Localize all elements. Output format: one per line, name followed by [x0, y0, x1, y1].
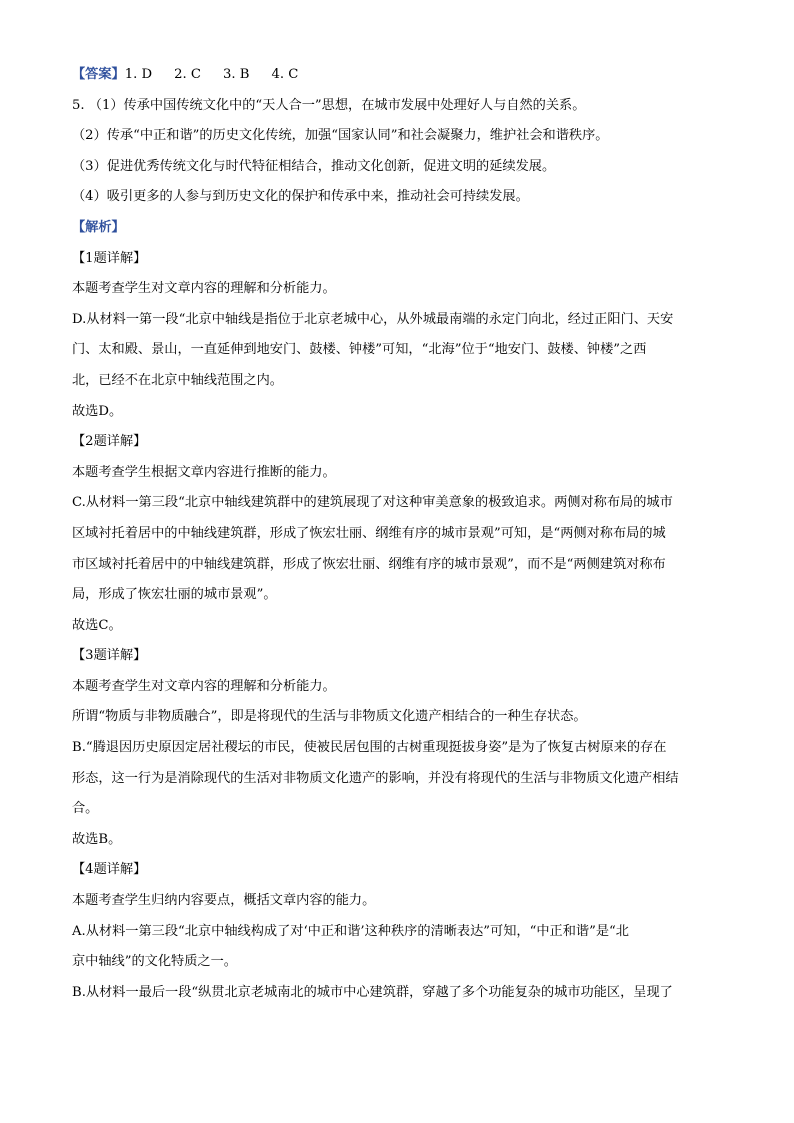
section-2-line: C.从材料一第三段“北京中轴线建筑群中的建筑展现了对这种审美意象的极致追求。两侧对称布局的城市: [72, 495, 673, 511]
q5-point-4: （4）吸引更多的人参与到历史文化的保护和传承中来，推动社会可持续发展。: [72, 189, 529, 205]
section-3-line: 所谓“物质与非物质融合”，即是将现代的生活与非物质文化遗产相结合的一种生存状态。: [72, 709, 587, 725]
section-1-line: 本题考查学生对文章内容的理解和分析能力。: [72, 281, 336, 297]
section-1-choice: 故选D。: [72, 403, 123, 419]
section-2-title: 【2题详解】: [72, 434, 147, 450]
section-3-title: 【3题详解】: [72, 648, 147, 664]
section-3-line: 本题考查学生对文章内容的理解和分析能力。: [72, 678, 336, 694]
section-4-line: 本题考查学生归纳内容要点，概括文章内容的能力。: [72, 893, 376, 909]
q5-point-1: 5. （1）传承中国传统文化中的“天人合一”思想，在城市发展中处理好人与自然的关系。: [72, 97, 586, 113]
document-page: [72, 60, 722, 1008]
section-4-line: 京中轴线”的文化特质之一。: [72, 954, 237, 970]
section-2-line: 局，形成了恢宏壮丽的城市景观”。: [72, 587, 277, 603]
answer-item-4: 4. C: [271, 67, 299, 82]
section-2-choice: 故选C。: [72, 617, 122, 633]
section-2-line: 市区域衬托着居中的中轴线建筑群，形成了恢宏壮丽、纲维有序的城市景观”，而不是“两侧建筑对称布: [72, 556, 666, 572]
section-4-line: B.从材料一最后一段“纵贯北京老城南北的城市中心建筑群，穿越了多个功能复杂的城市功能区，呈现了: [72, 984, 673, 1000]
answer-label: 【答案】: [72, 67, 125, 82]
answer-item-1: 1. D: [124, 67, 153, 82]
section-1-title: 【1题详解】: [72, 250, 147, 266]
section-4-title: 【4题详解】: [72, 862, 147, 878]
section-3-choice: 故选B。: [72, 831, 122, 847]
analysis-label: 【解析】: [72, 219, 125, 235]
section-1-line: D.从材料一第一段“北京中轴线是指位于北京老城中心，从外城最南端的永定门向北，经过正阳门、天安: [72, 311, 674, 327]
section-2-line: 区域衬托着居中的中轴线建筑群，形成了恢宏壮丽、纲维有序的城市景观”可知，是“两侧对称布局的城: [72, 525, 666, 541]
section-4-line: A.从材料一第三段“北京中轴线构成了对‘中正和谐’这种秩序的清晰表达”可知，“中正和谐”是“北: [72, 923, 629, 939]
answer-item-2: 2. C: [174, 67, 201, 82]
answer-line: [72, 60, 722, 91]
section-2-line: 本题考查学生根据文章内容进行推断的能力。: [72, 464, 336, 480]
answer-item-3: 3. B: [222, 67, 250, 82]
section-1-line: 门、太和殿、景山，一直延伸到地安门、鼓楼、钟楼”可知，“北海”位于“地安门、鼓楼、钟楼”之西: [72, 342, 647, 358]
section-3-line: B.“腾退因历史原因定居社稷坛的市民，使被民居包围的古树重现挺拔身姿”是为了恢复古树原来的存在: [72, 740, 667, 756]
section-3-line: 形态，这一行为是消除现代的生活对非物质文化遗产的影响，并没有将现代的生活与非物质文化遗产相结: [72, 770, 679, 786]
q5-point-2: （2）传承“中正和谐”的历史文化传统，加强“国家认同”和社会凝聚力，维护社会和谐秩序。: [72, 128, 609, 144]
q5-point-3: （3）促进优秀传统文化与时代特征相结合，推动文化创新，促进文明的延续发展。: [72, 158, 556, 174]
section-1-line: 北，已经不在北京中轴线范围之内。: [72, 372, 283, 388]
section-3-line: 合。: [72, 801, 99, 817]
